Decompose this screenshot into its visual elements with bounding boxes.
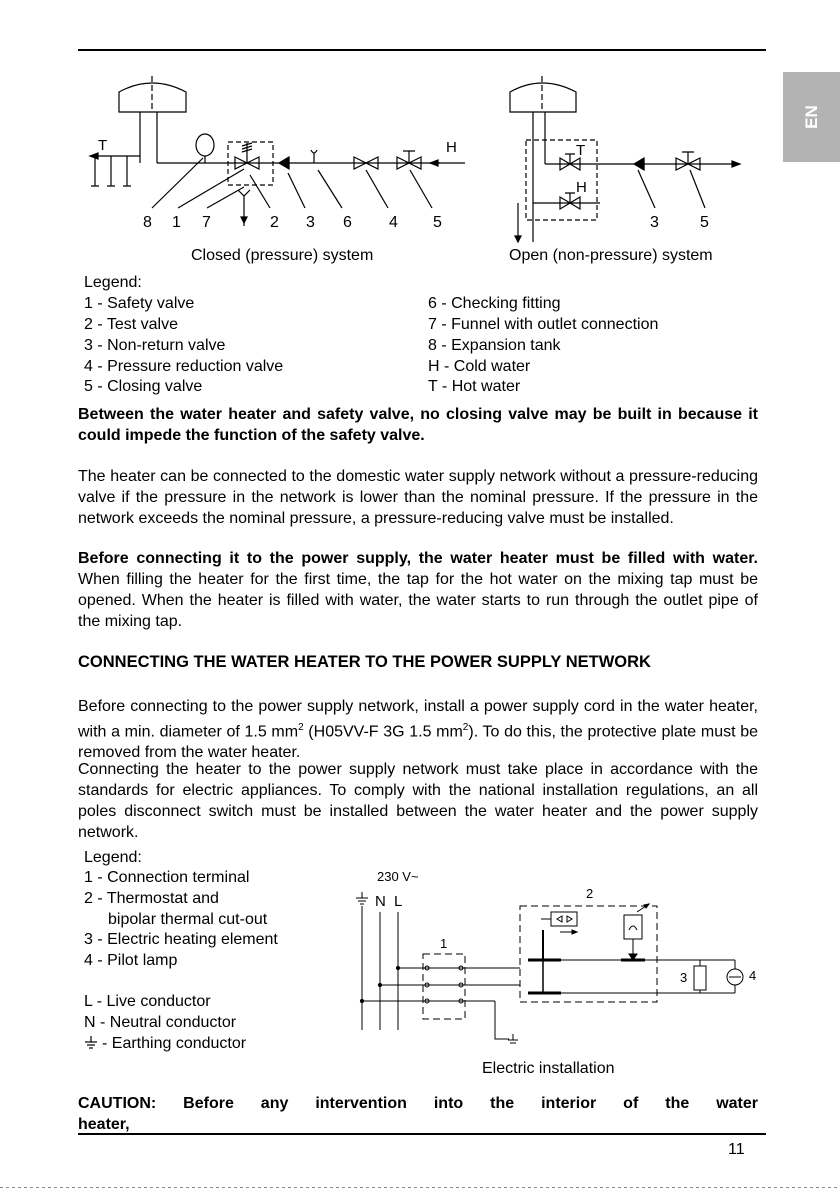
closed-system-caption: Closed (pressure) system [191, 247, 374, 264]
safety-warning: Between the water heater and safety valve, no closing valve may be built in because it could impede the function of the safety valve. [78, 406, 758, 444]
closed-num-2: 2 [270, 214, 279, 231]
legend-1-item: H - Cold water [428, 358, 531, 375]
earth-symbol-icon [84, 1036, 98, 1052]
paragraph-power-cord [78, 696, 758, 763]
electric-caption: Electric installation [482, 1060, 615, 1077]
closed-num-4: 4 [389, 214, 398, 231]
bottom-dotted-line [0, 1187, 840, 1188]
closed-num-5: 5 [433, 214, 442, 231]
closed-num-8: 8 [143, 214, 152, 231]
legend-1-item: 1 - Safety valve [84, 295, 195, 312]
legend-1-item: 5 - Closing valve [84, 378, 203, 395]
open-label-T: T [576, 142, 586, 159]
element-number: 3 [680, 970, 688, 985]
legend-1-title: Legend: [84, 274, 142, 291]
cord-sup-2: 2 [462, 722, 469, 733]
legend-2-title: Legend: [84, 849, 142, 866]
filling-bold-text: Before connecting it to the power supply, the water heater must be filled with water. [78, 550, 758, 567]
closed-num-7: 7 [202, 214, 211, 231]
legend-1-item: 2 - Test valve [84, 316, 178, 333]
language-tab [783, 72, 840, 162]
legend-2-item: bipolar thermal cut-out [108, 911, 268, 928]
page-number: 11 [728, 1141, 745, 1158]
legend-1-item: T - Hot water [428, 378, 521, 395]
open-num-3: 3 [650, 214, 659, 231]
open-system-caption: Open (non-pressure) system [509, 247, 713, 264]
closed-num-6: 6 [343, 214, 352, 231]
hot-water-label-T: T [98, 137, 108, 154]
legend-1-item: 4 - Pressure reduction valve [84, 358, 284, 375]
open-system-diagram [510, 76, 740, 242]
legend-2-item: 3 - Electric heating element [84, 931, 278, 948]
legend-2-item: 2 - Thermostat and [84, 890, 219, 907]
top-rule [78, 49, 766, 51]
paragraph-filling [78, 548, 758, 632]
electric-diagram [345, 860, 765, 1060]
cold-water-label-H: H [446, 139, 457, 156]
terminal-number: 1 [440, 936, 448, 951]
legend-2-conductor: L - Live conductor [84, 993, 211, 1010]
legend-2-item: 1 - Connection terminal [84, 869, 250, 886]
cord-text-a: Before connecting to the power supply network, install a power supply cord in the water heater, with a min. diameter of 1.5 mm [78, 698, 758, 741]
closed-num-1: 1 [172, 214, 181, 231]
live-label: L [394, 893, 403, 910]
lamp-number: 4 [749, 968, 757, 983]
open-label-H: H [576, 179, 587, 196]
cord-text-c: ). To do this, the protective plate must be removed from the water heater. [78, 723, 758, 762]
legend-1-item: 8 - Expansion tank [428, 337, 561, 354]
bottom-rule [78, 1133, 766, 1135]
closed-num-3: 3 [306, 214, 315, 231]
thermostat-number: 2 [586, 886, 594, 901]
legend-1-item: 6 - Checking fitting [428, 295, 561, 312]
legend-2-conductor: - Earthing conductor [102, 1035, 247, 1052]
legend-1-item: 7 - Funnel with outlet connection [428, 316, 659, 333]
paragraph-standards: Connecting the heater to the power supply network must take place in accordance with the standards for electric appliances. To comply with the national installation regulations, an all poles disconnect switch must be installed between the water heater and the power supply network. [78, 761, 758, 841]
paragraph-pressure: The heater can be connected to the domestic water supply network without a pressure-reducing valve if the pressure in the network is lower than the nominal pressure. If the pressure in the network exceeds the nominal pressure, a pressure-reducing valve must be installed. [78, 468, 758, 527]
voltage-label: 230 V~ [377, 869, 419, 884]
filling-text: When filling the heater for the first time, the tap for the hot water on the mixing tap must be opened. When the heater is filled with water, the water starts to run through the outlet pipe of the mixing tap. [78, 571, 758, 630]
language-tab-label: EN [801, 105, 821, 129]
cord-sup-1: 2 [298, 722, 304, 733]
neutral-label: N [375, 893, 386, 910]
open-num-5: 5 [700, 214, 709, 231]
legend-2-item: 4 - Pilot lamp [84, 952, 178, 969]
legend-1-item: 3 - Non-return valve [84, 337, 226, 354]
legend-2-conductor: N - Neutral conductor [84, 1014, 237, 1031]
closed-system-diagram [90, 76, 465, 231]
cord-text-b: (H05VV-F 3G 1.5 mm [303, 723, 463, 741]
caution-text: CAUTION: Before any intervention into the interior of the water heater, [78, 1095, 758, 1133]
section-heading: CONNECTING THE WATER HEATER TO THE POWER SUPPLY NETWORK [78, 653, 651, 671]
